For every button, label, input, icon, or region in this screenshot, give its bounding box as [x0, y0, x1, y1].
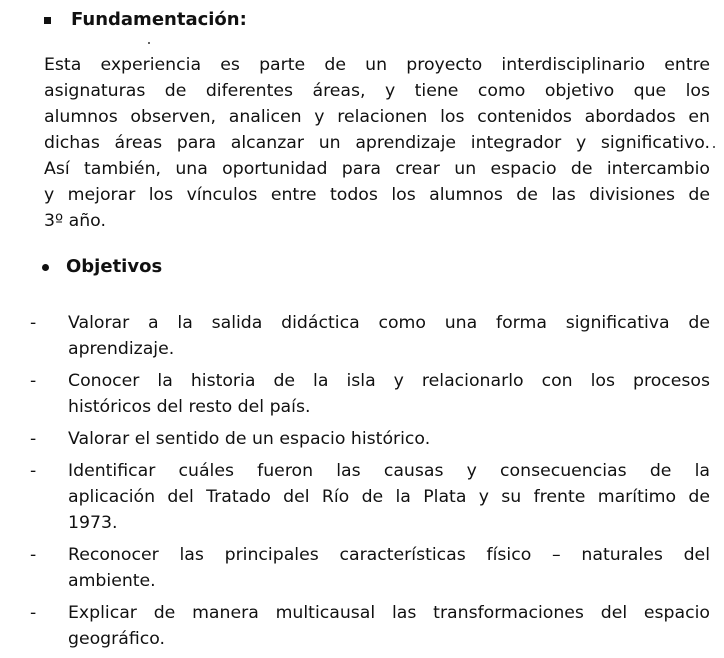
paragraph-line: alumnos observen, analicen y relacionen los contenidos abordados en	[44, 107, 710, 127]
objectives-list	[30, 310, 710, 658]
dash-bullet-icon: -	[30, 313, 37, 333]
item-line: Reconocer las principales características físico – naturales del	[68, 545, 710, 565]
list-item-text	[68, 368, 710, 420]
item-line: Valorar a la salida didáctica como una forma significativa de	[68, 313, 710, 333]
item-line: ambiente.	[68, 571, 156, 591]
list-item	[30, 600, 710, 652]
paragraph-line: y mejorar los vínculos entre todos los alumnos de las divisiones de	[44, 185, 710, 205]
square-bullet-icon	[44, 17, 51, 24]
list-item	[30, 458, 710, 536]
list-item-text	[68, 458, 710, 536]
list-item	[30, 310, 710, 362]
heading-text: Objetivos	[66, 256, 163, 277]
list-item-text	[68, 426, 710, 452]
list-item-text	[68, 542, 710, 594]
list-item	[30, 426, 710, 452]
item-line: Conocer la historia de la isla y relacionarlo con los procesos	[68, 371, 710, 391]
item-line: Valorar el sentido de un espacio histórico.	[68, 429, 431, 449]
paragraph-line: Esta experiencia es parte de un proyecto interdisciplinario entre	[44, 55, 710, 75]
list-item-text	[68, 600, 710, 652]
dash-bullet-icon: -	[30, 603, 37, 623]
paragraph-line: asignaturas de diferentes áreas, y tiene como objetivo que los	[44, 81, 710, 101]
heading-text: Fundamentación:	[71, 9, 247, 30]
section-heading-objetivos	[42, 255, 162, 279]
list-item	[30, 368, 710, 420]
scan-speck	[148, 42, 150, 44]
dash-bullet-icon: -	[30, 461, 37, 481]
paragraph-line: 3º año.	[44, 211, 106, 231]
paragraph-line: dichas áreas para alcanzar un aprendizaje integrador y significativo.	[44, 133, 710, 153]
paragraph-line: Así también, una oportunidad para crear un espacio de intercambio	[44, 159, 710, 179]
item-line: Explicar de manera multicausal las transformaciones del espacio	[68, 603, 710, 623]
item-line: 1973.	[68, 513, 118, 533]
dash-bullet-icon: -	[30, 371, 37, 391]
list-item-text	[68, 310, 710, 362]
item-line: geográfico.	[68, 629, 165, 649]
scan-speck	[713, 146, 715, 148]
round-bullet-icon	[42, 264, 49, 271]
item-line: aplicación del Tratado del Río de la Plata y su frente marítimo de	[68, 487, 710, 507]
section-heading-fundamentacion	[44, 8, 247, 32]
list-item	[30, 542, 710, 594]
item-line: históricos del resto del país.	[68, 397, 311, 417]
item-line: Identificar cuáles fueron las causas y consecuencias de la	[68, 461, 710, 481]
fundamentacion-paragraph	[44, 52, 710, 234]
dash-bullet-icon: -	[30, 429, 37, 449]
item-line: aprendizaje.	[68, 339, 175, 359]
dash-bullet-icon: -	[30, 545, 37, 565]
